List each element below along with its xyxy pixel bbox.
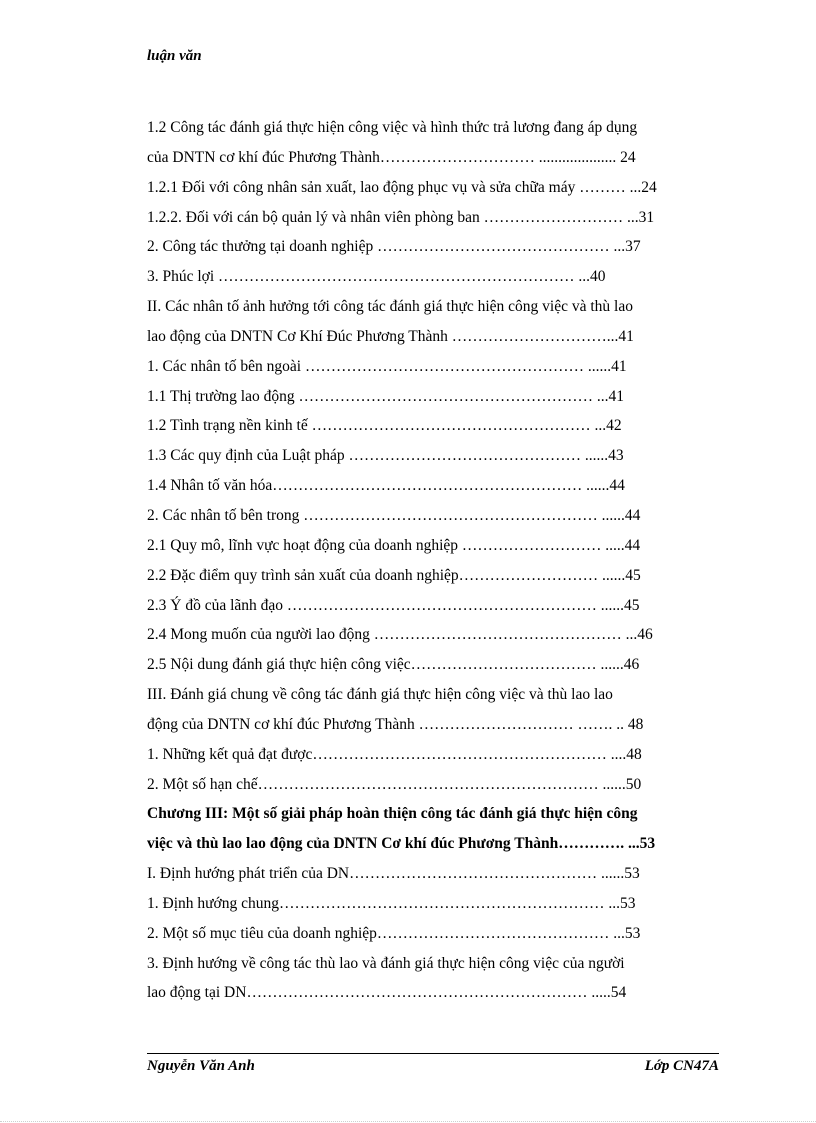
toc-line: động của DNTN cơ khí đúc Phương Thành ………………………… ……. .. 48 (147, 715, 644, 733)
toc-line: 2.2 Đặc điểm quy trình sản xuất của doanh nghiệp……………………… ......45 (147, 566, 641, 584)
toc-line: 1.4 Nhân tố văn hóa…………………………………………………… ......44 (147, 477, 625, 495)
toc-line: 2. Một số hạn chế………………………………………………………… ......50 (147, 775, 642, 793)
page-bottom-border (0, 1121, 816, 1122)
toc-line: 2.1 Quy mô, lĩnh vực hoạt động của doanh nghiệp ……………………… .....44 (147, 536, 641, 554)
toc-line: 1. Các nhân tố bên ngoài ……………………………………………… ......41 (147, 357, 627, 375)
toc-line: 1.2.2. Đối với cán bộ quản lý và nhân viên phòng ban ……………………… ...31 (147, 208, 655, 226)
footer-divider (147, 1053, 719, 1054)
toc-line: 2. Một số mục tiêu của doanh nghiệp……………………………………… ...53 (147, 924, 641, 942)
toc-line: 3. Định hướng về công tác thù lao và đánh giá thực hiện công việc của người (147, 954, 625, 972)
toc-line: 1.2.1 Đối với công nhân sản xuất, lao động phục vụ và sửa chữa máy ……… ...24 (147, 178, 657, 196)
toc-line: lao động tại DN………………………………………………………… .....54 (147, 984, 627, 1002)
footer-class: Lớp CN47A (644, 1058, 719, 1074)
footer-author: Nguyễn Văn Anh (147, 1058, 255, 1074)
toc-line: 2.4 Mong muốn của người lao động ………………………………………… ...46 (147, 626, 653, 644)
toc-line: 2. Công tác thưởng tại doanh nghiệp ……………………………………… ...37 (147, 238, 641, 256)
toc-line: 1.2 Tình trạng nền kinh tế ……………………………………………… ...42 (147, 417, 622, 435)
document-header: luận văn (147, 48, 202, 64)
toc-line: lao động của DNTN Cơ Khí Đúc Phương Thành …………………………...41 (147, 327, 634, 345)
toc-line: I. Định hướng phát triển của DN………………………………………… ......53 (147, 865, 640, 883)
table-of-contents (147, 113, 719, 1008)
toc-line: II. Các nhân tố ảnh hưởng tới công tác đánh giá thực hiện công việc và thù lao (147, 298, 633, 316)
toc-line: 1.3 Các quy định của Luật pháp ……………………………………… ......43 (147, 447, 624, 465)
toc-line: 1.2 Công tác đánh giá thực hiện công việc và hình thức trả lương đang áp dụng (147, 119, 638, 136)
toc-line: 2. Các nhân tố bên trong ………………………………………………… ......44 (147, 506, 641, 524)
toc-line: của DNTN cơ khí đúc Phương Thành………………………… .................... 24 (147, 148, 636, 166)
toc-line: III. Đánh giá chung về công tác đánh giá thực hiện công việc và thù lao lao (147, 686, 613, 704)
toc-line: 1. Những kết quả đạt được………………………………………………… ....48 (147, 745, 642, 763)
toc-line: việc và thù lao lao động của DNTN Cơ khí đúc Phương Thành…………. ...53 (147, 835, 656, 853)
toc-line: 1. Định hướng chung……………………………………………………… ...53 (147, 894, 636, 912)
toc-line: Chương III: Một số giải pháp hoàn thiện công tác đánh giá thực hiện công (147, 805, 638, 823)
toc-line: 2.3 Ý đồ của lãnh đạo …………………………………………………… ......45 (147, 596, 640, 614)
toc-line: 1.1 Thị trường lao động ………………………………………………… ...41 (147, 387, 624, 405)
toc-line: 3. Phúc lợi …………………………………………………………… ...40 (147, 268, 606, 286)
toc-line: 2.5 Nội dung đánh giá thực hiện công việc……………………………… ......46 (147, 656, 640, 674)
